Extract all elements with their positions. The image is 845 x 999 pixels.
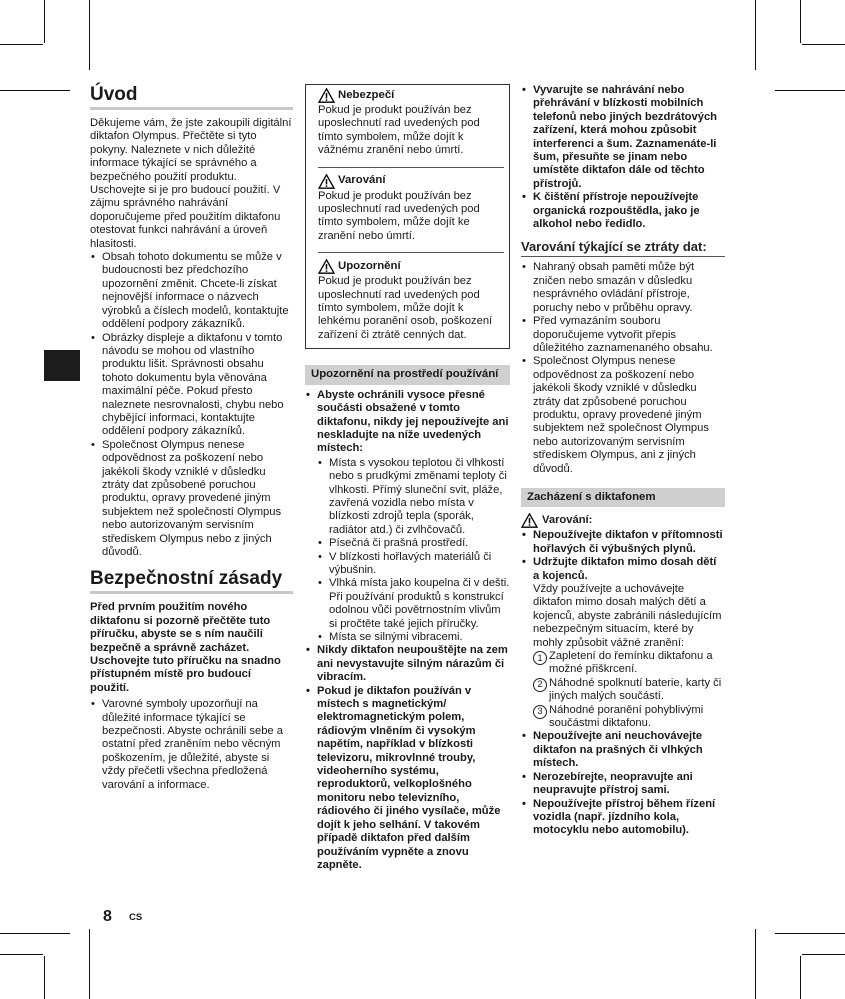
warning-label: Varování xyxy=(338,174,386,187)
list-item: • Místa se silnými vibracemi. xyxy=(317,631,510,644)
safety-lead: Před prvním použitím nového diktafonu si pozorně přečtěte tuto příručku, abyste se s ním naučili bezpečně a správně zacházet. Uschovejte tuto příručku na snadno přístupném místě pro budoucí použití. xyxy=(90,601,281,694)
warning-triangle-icon xyxy=(318,174,335,189)
list-item: • Nahraný obsah paměti může být zničen nebo smazán v důsledku nesprávného ovládání přístroje, poruchy nebo v průběhu opravy. xyxy=(521,261,725,315)
danger-label: Nebezpečí xyxy=(338,88,395,101)
language-code: CS xyxy=(129,912,143,923)
dataloss-title: Varování týkající se ztráty dat: xyxy=(521,239,725,257)
list-item xyxy=(521,556,725,730)
list-item: • Společnost Olympus nenese odpovědnost za poškození nebo jakékoli škody vzniklé v důsledku ztráty dat způsobené poruchou produktu, opravy provedené jiným subjektem než společností Olympus nebo autorizovaným servisním střediskem Olympus nebo z jiných důvodů. xyxy=(90,439,293,560)
list-item: • Písečná či prašná prostředí. xyxy=(317,537,510,550)
list-item: • Varovné symboly upozorňují na důležité informace týkající se bezpečnosti. Abyste ochránili sebe a ostatní před zraněním nebo věcným poškozením, je důležité, abyste si vždy přečetli všechna předložená varování a informace. xyxy=(90,698,293,792)
caution-heading xyxy=(318,259,504,274)
handling-warning-label: Varování: xyxy=(542,514,593,527)
caution-text: Pokud je produkt používán bez uposlechnutí rad uvedených pod tímto symbolem, může dojít k lehkému poranění osob, poškození zařízení či ztrátě cenných dat. xyxy=(318,275,493,341)
danger-text: Pokud je produkt používán bez uposlechnutí rad uvedených pod tímto symbolem, může dojít k vážnému zranění nebo úmrtí. xyxy=(318,104,480,157)
list-item: • Nepoužívejte ani neuchovávejte diktafon na prašných či vlhkých místech. xyxy=(521,730,725,770)
list-item: • Nepoužívejte diktafon v přítomnosti hořlavých či výbušných plynů. xyxy=(521,529,725,556)
divider xyxy=(318,167,504,168)
section-title-safety: Bezpečnostní zásady xyxy=(90,568,293,594)
env-bullet-head: Abyste ochránili vysoce přesné součásti obsažené v tomto diktafonu, nikdy jej nepoužívejte ani neskladujte na níže uvedených místech: xyxy=(317,388,509,455)
column-right xyxy=(521,84,725,838)
hazard-text: Zapletení do řemínku diktafonu a možné přiškrcení. xyxy=(549,650,713,676)
handling-bullets xyxy=(521,529,725,837)
safety-bullets xyxy=(90,698,293,792)
intro-bullets xyxy=(90,251,293,559)
section-bar-handling: Zacházení s diktafonem xyxy=(521,488,725,507)
list-item: • Nerozebírejte, neopravujte ani neupravujte přístroj sami. xyxy=(521,771,725,798)
list-item: • Společnost Olympus nenese odpovědnost za poškození nebo jakékoli škody vzniklé v důsledku ztráty dat způsobené poruchou produktu, opravy provedené jiným subjektem než společnost Olympus nebo autorizovaným servisním střediskem Olympus, ani z jiných důvodů. xyxy=(521,355,725,476)
chapter-tab xyxy=(44,350,80,381)
intro-paragraph: Děkujeme vám, že jste zakoupili digitální diktafon Olympus. Přečtěte si tyto pokyny. Naleznete v nich důležité informace týkající se správného a bezpečného použití produktu. Uschovejte si je pro budoucí použití. V zájmu správného nahrávání doporučujeme před použitím diktafonu otestovat funkci nahrávání a úroveň hlasitosti. xyxy=(90,117,292,250)
environment-subbullets xyxy=(317,457,510,645)
column-left xyxy=(90,84,293,792)
list-item: • Místa s vysokou teplotou či vlhkostí nebo s prudkými změnami teploty či vlhkosti. Přímý sluneční svit, pláže, zavřená vozidla nebo místa v blízkosti zdrojů tepla (sporák, radiátor atd.) či zvlhčovačů. xyxy=(317,457,510,537)
warning-triangle-icon xyxy=(318,88,335,103)
list-item xyxy=(533,704,725,731)
hazard-text: Náhodné poranění pohyblivými součástmi diktafonu. xyxy=(549,703,704,730)
circled-number: 3 xyxy=(533,705,547,719)
warning-text: Pokud je produkt používán bez uposlechnutí rad uvedených pod tímto symbolem, může dojít ke zranění nebo úmrtí. xyxy=(318,189,480,242)
environment-bullets-cont xyxy=(521,84,725,231)
page-number: 8 xyxy=(103,908,112,925)
handling-warning-heading xyxy=(521,513,725,528)
list-item xyxy=(305,389,510,645)
handling-bullet-text: Vždy používejte a uchovávejte diktafon mimo dosah malých dětí a kojenců, abyste zabránili následujícím nebezpečným situacím, které by mohly způsobit vážné zranění: xyxy=(533,583,722,649)
circled-number: 2 xyxy=(533,678,547,692)
list-item: • Nikdy diktafon neupouštějte na zem ani nevystavujte silným nárazům či vibracím. xyxy=(305,644,510,684)
section-title-intro: Úvod xyxy=(90,84,293,110)
column-middle xyxy=(305,84,510,872)
list-item: • Obsah tohoto dokumentu se může v budoucnosti bez předchozího upozornění změnit. Chcete-li získat nejnovější informace o názvech výrobků a číslech modelů, kontaktujte oddělení podpory zákazníků. xyxy=(90,251,293,331)
list-item: • V blízkosti hořlavých materiálů či výbušnin. xyxy=(317,551,510,578)
caution-label: Upozornění xyxy=(338,260,401,273)
circled-number: 1 xyxy=(533,651,547,665)
list-item: • Vyvarujte se nahrávání nebo přehrávání v blízkosti mobilních telefonů nebo jiných bezdrátových zařízení, která mohou způsobit interferenci a šum. Zaznamenáte-li šum, přesuňte se jinam nebo umístěte diktafon dále od těchto přístrojů. xyxy=(521,84,725,191)
section-bar-environment: Upozornění na prostředí používání xyxy=(305,365,510,384)
environment-bullets xyxy=(305,389,510,873)
list-item: • Nepoužívejte přístroj během řízení vozidla (např. jízdního kola, motocyklu nebo automobilu). xyxy=(521,798,725,838)
warning-heading xyxy=(318,174,504,189)
list-item xyxy=(533,650,725,677)
list-item xyxy=(533,677,725,704)
dataloss-bullets xyxy=(521,261,725,476)
hazard-list xyxy=(533,650,725,730)
list-item: • Vlhká místa jako koupelna či v dešti. Při používání produktů s konstrukcí odolnou vůči povětrnostním vlivům si pročtěte také jejich příručky. xyxy=(317,577,510,631)
list-item: • Před vymazáním souboru doporučujeme vytvořit přepis důležitého zaznamenaného obsahu. xyxy=(521,315,725,355)
divider xyxy=(318,252,504,253)
list-item: • K čištění přístroje nepoužívejte organická rozpouštědla, jako je alkohol nebo ředidlo. xyxy=(521,191,725,231)
list-item: • Pokud je diktafon používán v místech s magnetickým/ elektromagnetickým polem, rádiovým vlněním či vysokým napětím, například v blízkosti televizoru, mikrovlnné trouby, videoherního systému, reproduktorů, velkoplošného monitoru nebo televizního, rádiového či jiného vysílače, může dojít k jeho selhání. V takovém případě diktafon před dalším používáním vypněte a znovu zapněte. xyxy=(305,685,510,873)
hazard-text: Náhodné spolknutí baterie, karty či jiných malých součástí. xyxy=(549,676,722,703)
warning-triangle-icon xyxy=(318,259,335,274)
warning-symbols-box xyxy=(305,84,510,349)
danger-heading xyxy=(318,88,504,103)
warning-triangle-icon xyxy=(521,513,538,528)
list-item: • Obrázky displeje a diktafonu v tomto návodu se mohou od vlastního produktu lišit. Správnosti obsahu tohoto dokumentu byla věnována maximální péče. Pokud přesto naleznete nesrovnalosti, chybu nebo chybějící informaci, kontaktujte oddělení podpory zákazníků. xyxy=(90,332,293,439)
handling-bullet-head: Udržujte diktafon mimo dosah dětí a kojenců. xyxy=(533,556,717,582)
